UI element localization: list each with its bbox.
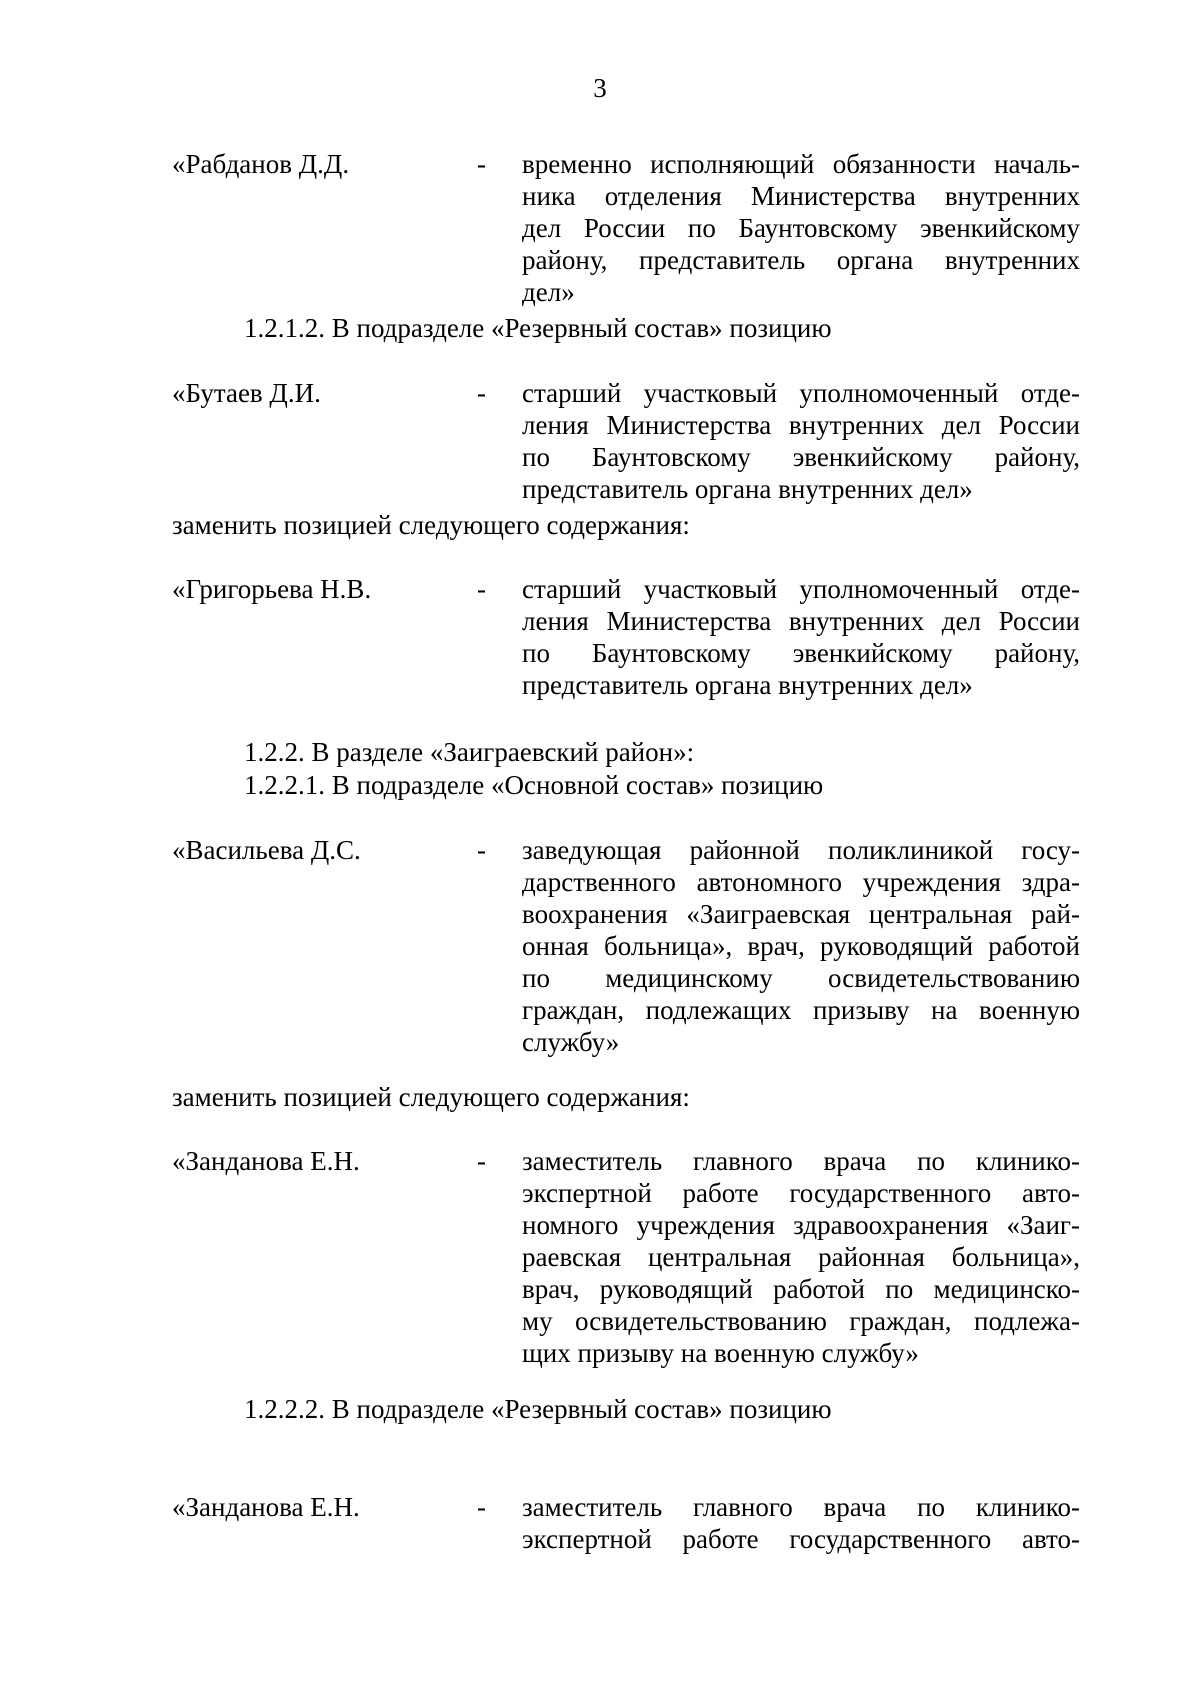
description-line: старший участковый уполномоченный отде- bbox=[522, 574, 1080, 604]
description-line: по Баунтовскому эвенкийскому району, bbox=[522, 638, 1080, 668]
entry-vasilyeva bbox=[172, 834, 1080, 1058]
description-line: врач, руководящий работой по медицинско- bbox=[522, 1274, 1080, 1304]
description-line: по медицинскому освидетельствованию bbox=[522, 963, 1080, 993]
entry-dash: - bbox=[477, 835, 486, 865]
description-line: заместитель главного врача по клинико- bbox=[522, 1492, 1080, 1522]
description-line: району, представитель органа внутренних bbox=[522, 245, 1080, 275]
description-line: дел» bbox=[522, 277, 575, 307]
page-number: 3 bbox=[593, 73, 607, 103]
description-line: дарственного автономного учреждения здра- bbox=[522, 867, 1080, 897]
description-line: ления Министерства внутренних дел России bbox=[522, 606, 1080, 636]
entry-dash: - bbox=[477, 1492, 486, 1522]
entry-zandanova-reserve bbox=[172, 1491, 1080, 1555]
entry-description bbox=[522, 1491, 1080, 1555]
paragraph-1-2-2-1: 1.2.2.1. В подразделе «Основной состав» позицию bbox=[244, 770, 824, 800]
description-line: экспертной работе государственного авто- bbox=[522, 1178, 1080, 1208]
replace-instruction: заменить позицией следующего содержания: bbox=[172, 510, 690, 540]
entry-description bbox=[522, 573, 1080, 701]
description-line: раевская центральная районная больница», bbox=[522, 1242, 1080, 1272]
entry-grigoryeva bbox=[172, 573, 1080, 701]
description-line: ника отделения Министерства внутренних bbox=[522, 181, 1080, 211]
description-line: онная больница», врач, руководящий работой bbox=[522, 931, 1080, 961]
description-line: представитель органа внутренних дел» bbox=[522, 670, 973, 700]
description-line: временно исполняющий обязанности началь- bbox=[522, 149, 1080, 179]
paragraph-1-2-2-2: 1.2.2.2. В подразделе «Резервный состав» позицию bbox=[244, 1394, 832, 1424]
paragraph-1-2-2: 1.2.2. В разделе «Заиграевский район»: bbox=[244, 737, 695, 767]
description-line: заведующая районной поликлиникой госу- bbox=[522, 835, 1080, 865]
description-line: щих призыву на военную службу» bbox=[522, 1338, 919, 1368]
entry-name: «Васильева Д.С. bbox=[172, 835, 361, 865]
entry-description bbox=[522, 377, 1080, 505]
entry-zandanova bbox=[172, 1145, 1080, 1369]
description-line: му освидетельствованию граждан, подлежа- bbox=[522, 1306, 1080, 1336]
description-line: ления Министерства внутренних дел России bbox=[522, 410, 1080, 440]
description-line: по Баунтовскому эвенкийскому району, bbox=[522, 442, 1080, 472]
description-line: воохранения «Заиграевская центральная рай- bbox=[522, 899, 1080, 929]
entry-dash: - bbox=[477, 574, 486, 604]
entry-name: «Занданова Е.Н. bbox=[172, 1492, 360, 1522]
description-line: дел России по Баунтовскому эвенкийскому bbox=[522, 213, 1080, 243]
entry-name: «Бутаев Д.И. bbox=[172, 378, 321, 408]
entry-description bbox=[522, 148, 1080, 308]
entry-name: «Рабданов Д.Д. bbox=[172, 149, 350, 179]
description-line: экспертной работе государственного авто- bbox=[522, 1524, 1080, 1554]
description-line: старший участковый уполномоченный отде- bbox=[522, 378, 1080, 408]
entry-description bbox=[522, 1145, 1080, 1369]
entry-dash: - bbox=[477, 378, 486, 408]
replace-instruction: заменить позицией следующего содержания: bbox=[172, 1082, 690, 1112]
paragraph-1-2-1-2: 1.2.1.2. В подразделе «Резервный состав» позицию bbox=[244, 313, 832, 343]
description-line: представитель органа внутренних дел» bbox=[522, 474, 973, 504]
description-line: заместитель главного врача по клинико- bbox=[522, 1146, 1080, 1176]
description-line: номного учреждения здравоохранения «Заиг- bbox=[522, 1210, 1080, 1240]
entry-description bbox=[522, 834, 1080, 1058]
entry-name: «Григорьева Н.В. bbox=[172, 574, 372, 604]
entry-butaev bbox=[172, 377, 1080, 505]
entry-dash: - bbox=[477, 149, 486, 179]
entry-dash: - bbox=[477, 1146, 486, 1176]
entry-rabdanov bbox=[172, 148, 1080, 308]
entry-name: «Занданова Е.Н. bbox=[172, 1146, 360, 1176]
description-line: граждан, подлежащих призыву на военную bbox=[522, 995, 1080, 1025]
description-line: службу» bbox=[522, 1027, 620, 1057]
